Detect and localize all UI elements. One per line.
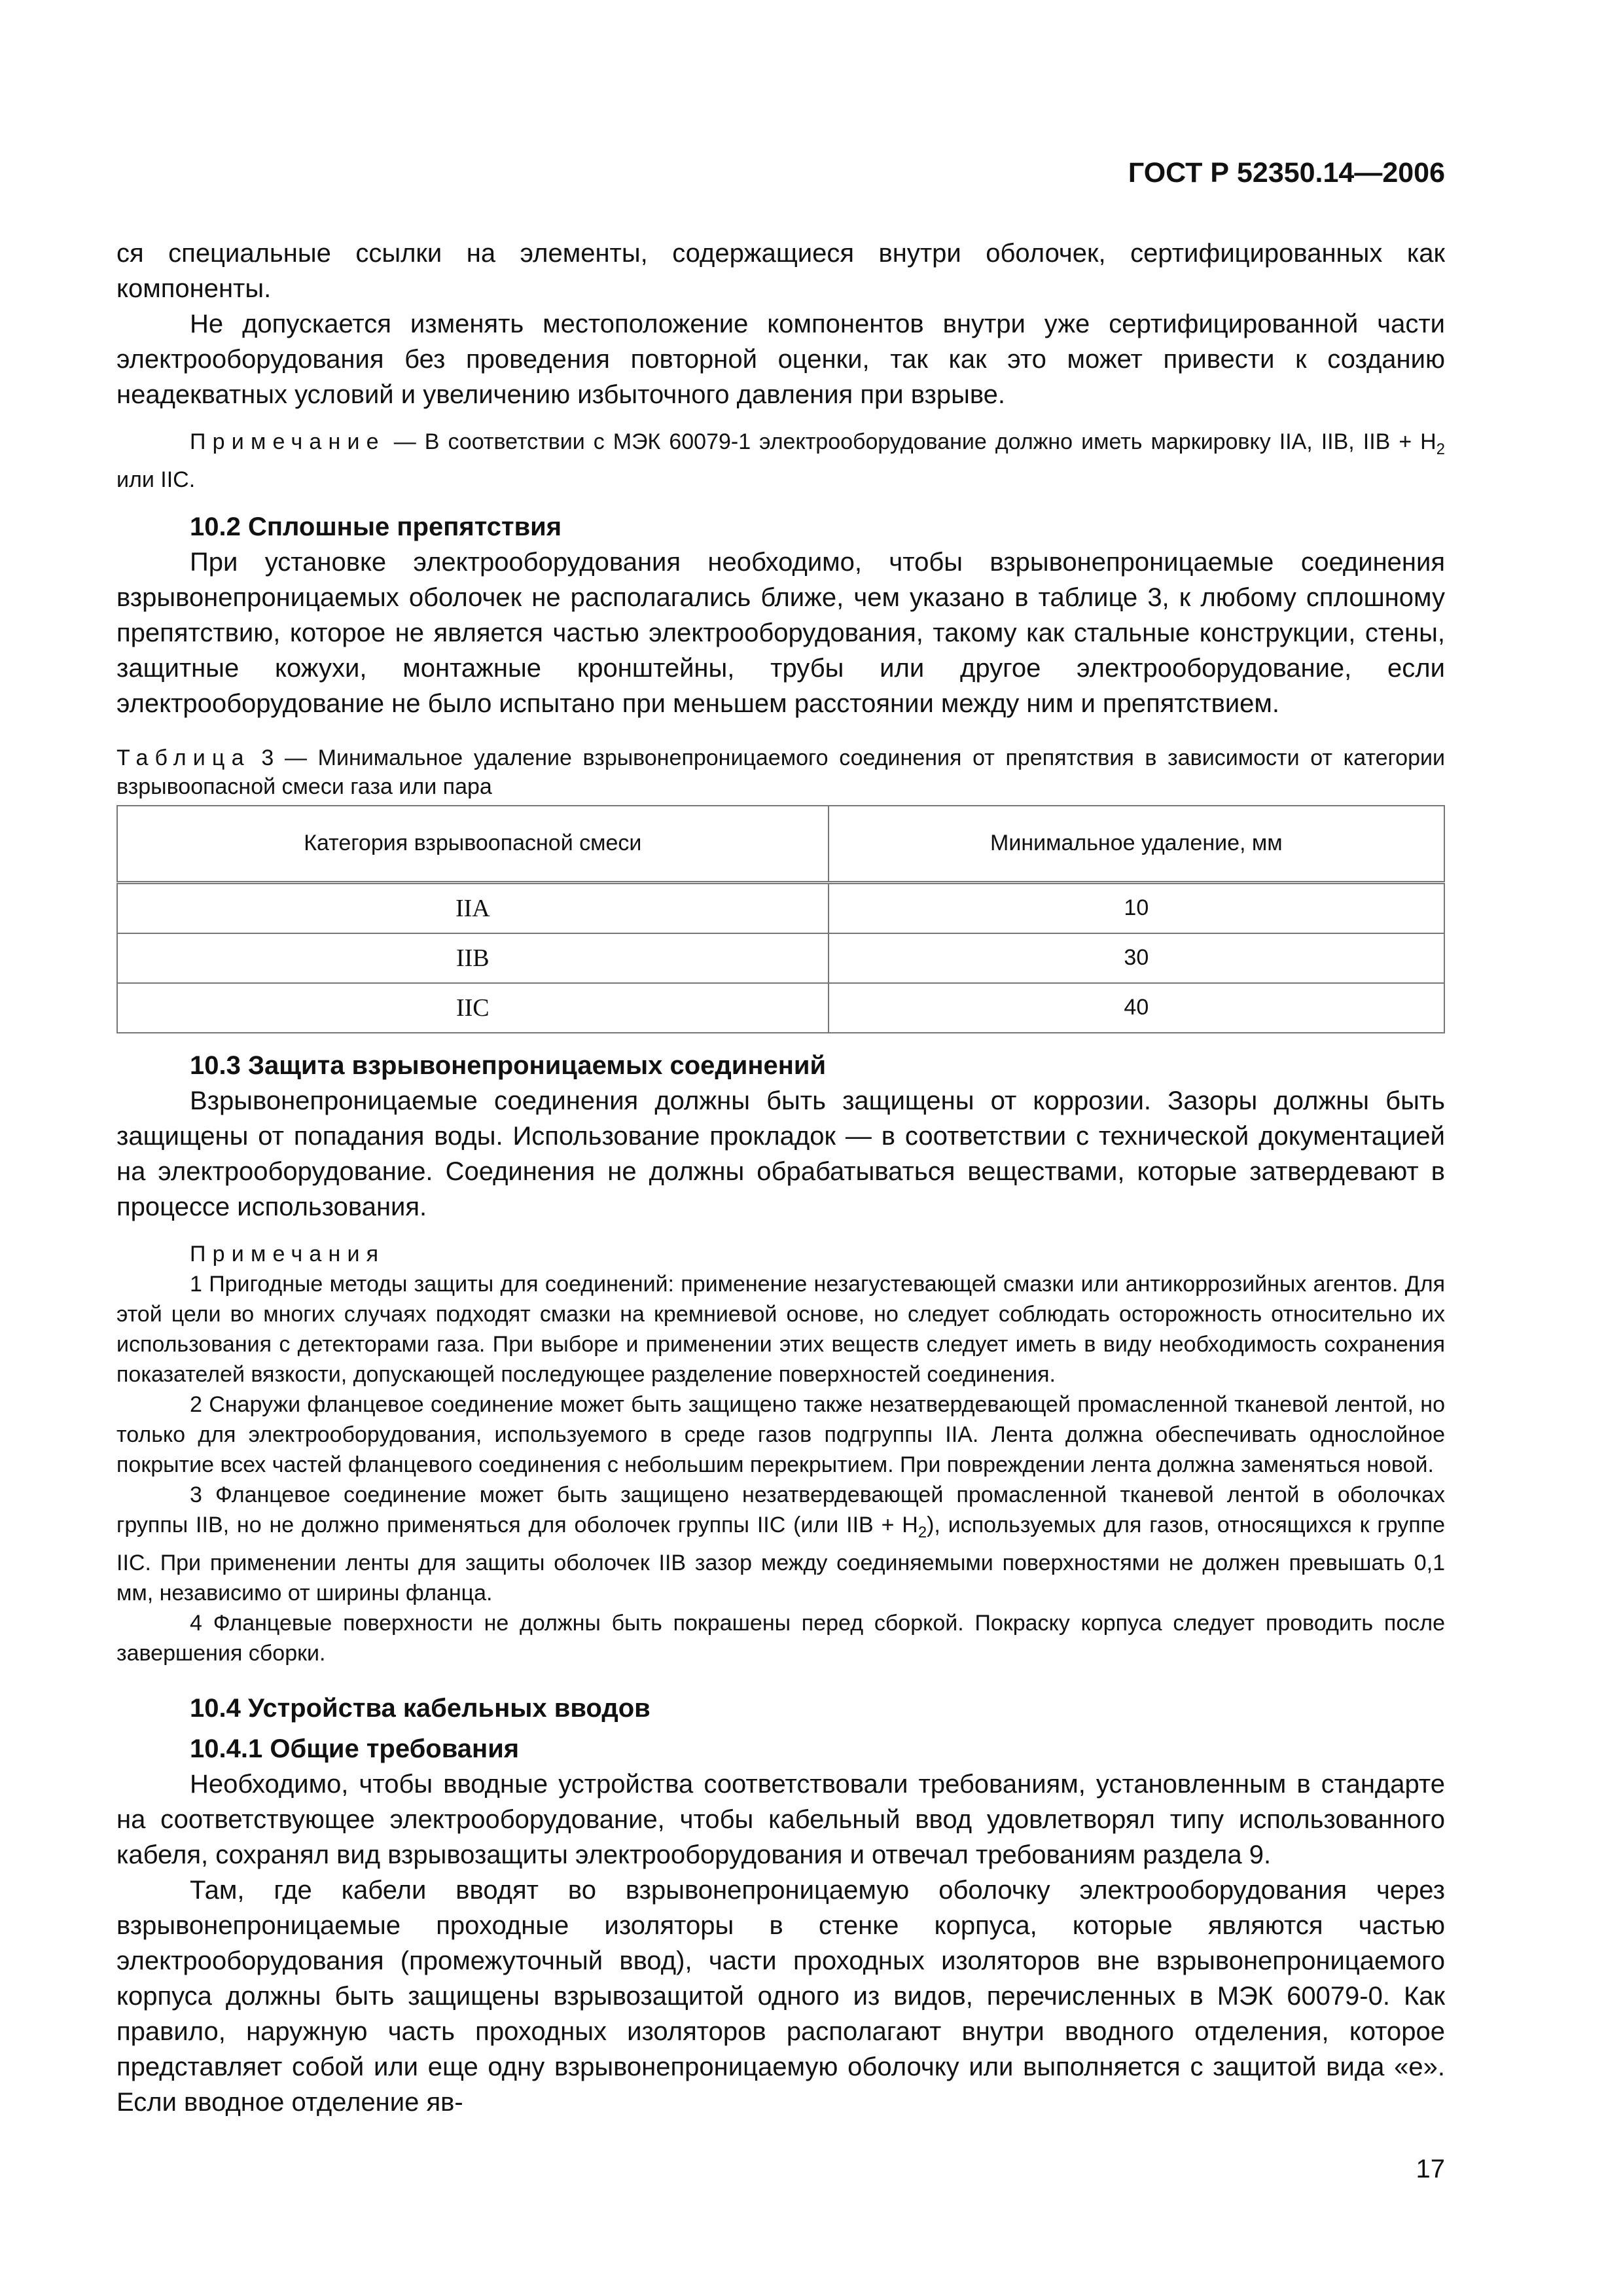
table-cell: 30 — [829, 933, 1444, 983]
table-cell: 40 — [829, 983, 1444, 1033]
section-heading: 10.3 Защита взрывонепроницаемых соединений — [190, 1050, 827, 1080]
paragraph: Взрывонепроницаемые соединения должны быть защищены от коррозии. Зазоры должны быть защищены от попадания воды. Использование прокладок — в соответствии с технической документацией на электрооборудование. Соединения не должны обрабатываться веществами, которые затвердевают в процессе использования. — [116, 1086, 1445, 1221]
table-cell: IIA — [117, 882, 829, 933]
document-number: ГОСТ Р 52350.14—2006 — [1128, 157, 1445, 188]
note-item: 4 Фланцевые поверхности не должны быть покрашены перед сборкой. Покраску корпуса следует проводить после завершения сборки. — [116, 1610, 1445, 1666]
subsection-heading: 10.4.1 Общие требования — [190, 1734, 520, 1763]
table-header-row — [117, 806, 1444, 883]
note-label: Примечание — [190, 429, 385, 454]
table-cell: IIC — [117, 983, 829, 1033]
paragraph: ся специальные ссылки на элементы, содержащиеся внутри оболочек, сертифицированных как компоненты. — [116, 239, 1445, 303]
table-cell: 10 — [829, 882, 1444, 933]
note-item: 1 Пригодные методы защиты для соединений: применение незагустевающей смазки или антикоррозийных агентов. Для этой цели во многих случаях подходят смазки на кремниевой основе, но следует соблюдать осторожность относительно их использования с детекторами газа. При выборе и применении этих веществ следует иметь в виду необходимость сохранения показателей вязкости, допускающей последующее разделение поверхностей соединения. — [116, 1271, 1445, 1387]
table-row — [117, 882, 1444, 933]
page-body — [116, 236, 1445, 2120]
table-row — [117, 983, 1444, 1033]
notes-label: Примечания — [190, 1241, 385, 1266]
table-header-cell: Минимальное удаление, мм — [829, 806, 1444, 883]
section-heading: 10.4 Устройства кабельных вводов — [190, 1693, 651, 1723]
table-row — [117, 933, 1444, 983]
section-heading: 10.2 Сплошные препятствия — [190, 512, 562, 541]
note-item: 2 Снаружи фланцевое соединение может быть защищено также незатвердевающей промасленной тканевой лентой, но только для электрооборудования, используемого в среде газов подгруппы IIA. Лента должна обеспечивать однослойное покрытие всех частей фланцевого соединения с небольшим перекрытием. При повреждении лента должна заменяться новой. — [116, 1391, 1445, 1477]
note: Примечание — В соответствии с МЭК 60079-1 электрооборудование должно иметь маркировку IIA, IIB, IIB + $H_2$ или IIC. — [116, 429, 1445, 492]
page-number: 17 — [1416, 2155, 1445, 2183]
paragraph: Там, где кабели вводят во взрывонепроницаемую оболочку электрооборудования через взрывонепроницаемые проходные изоляторы в стенке корпуса, которые являются частью электрооборудования (промежуточный ввод), части проходных изоляторов вне взрывонепроницаемого корпуса должны быть защищены взрывозащитой одного из видов, перечисленных в МЭК 60079-0. Как правило, наружную часть проходных изоляторов располагают внутри вводного отделения, которое представляет собой или еще одну взрывонепроницаемую оболочку или выполняется с защитой вида «е». Если вводное отделение яв- — [116, 1875, 1445, 2117]
paragraph: При установке электрооборудования необходимо, чтобы взрывонепроницаемые соединения взрывонепроницаемых оболочек не располагались ближе, чем указано в таблице 3, к любому сплошному препятствию, которое не является частью электрооборудования, такому как стальные конструкции, стены, защитные кожухи, монтажные кронштейны, трубы или другое электрооборудование, если электрооборудование не было испытано при меньшем расстоянии между ним и препятствием. — [116, 547, 1445, 718]
paragraph: Необходимо, чтобы вводные устройства соответствовали требованиям, установленным в стандарте на соответствующее электрооборудование, чтобы кабельный ввод удовлетворял типу использованного кабеля, сохранял вид взрывозащиты электрооборудования и отвечал требованиям раздела 9. — [116, 1769, 1445, 1869]
note-item: 3 Фланцевое соединение может быть защищено незатвердевающей промасленной тканевой лентой в оболочках группы IIB, но не должно применяться для оболочек группы IIC (или IIB + $H_2$), используемых для газов, относящихся к группе IIC. При применении ленты для защиты оболочек IIB зазор между соединяемыми поверхностями не должен превышать 0,1 мм, независимо от ширины фланца. — [116, 1482, 1445, 1605]
table-caption: Таблица 3 — Минимальное удаление взрывонепроницаемого соединения от препятствия в зависимости от категории взрывоопасной смеси газа или пара — [116, 745, 1445, 799]
table-header-cell: Категория взрывоопасной смеси — [117, 806, 829, 883]
table-cell: IIB — [117, 933, 829, 983]
table — [116, 805, 1445, 1033]
paragraph: Не допускается изменять местоположение компонентов внутри уже сертифицированной части электрооборудования без проведения повторной оценки, так как это может привести к созданию неадекватных условий и увеличению избыточного давления при взрыве. — [116, 310, 1445, 409]
